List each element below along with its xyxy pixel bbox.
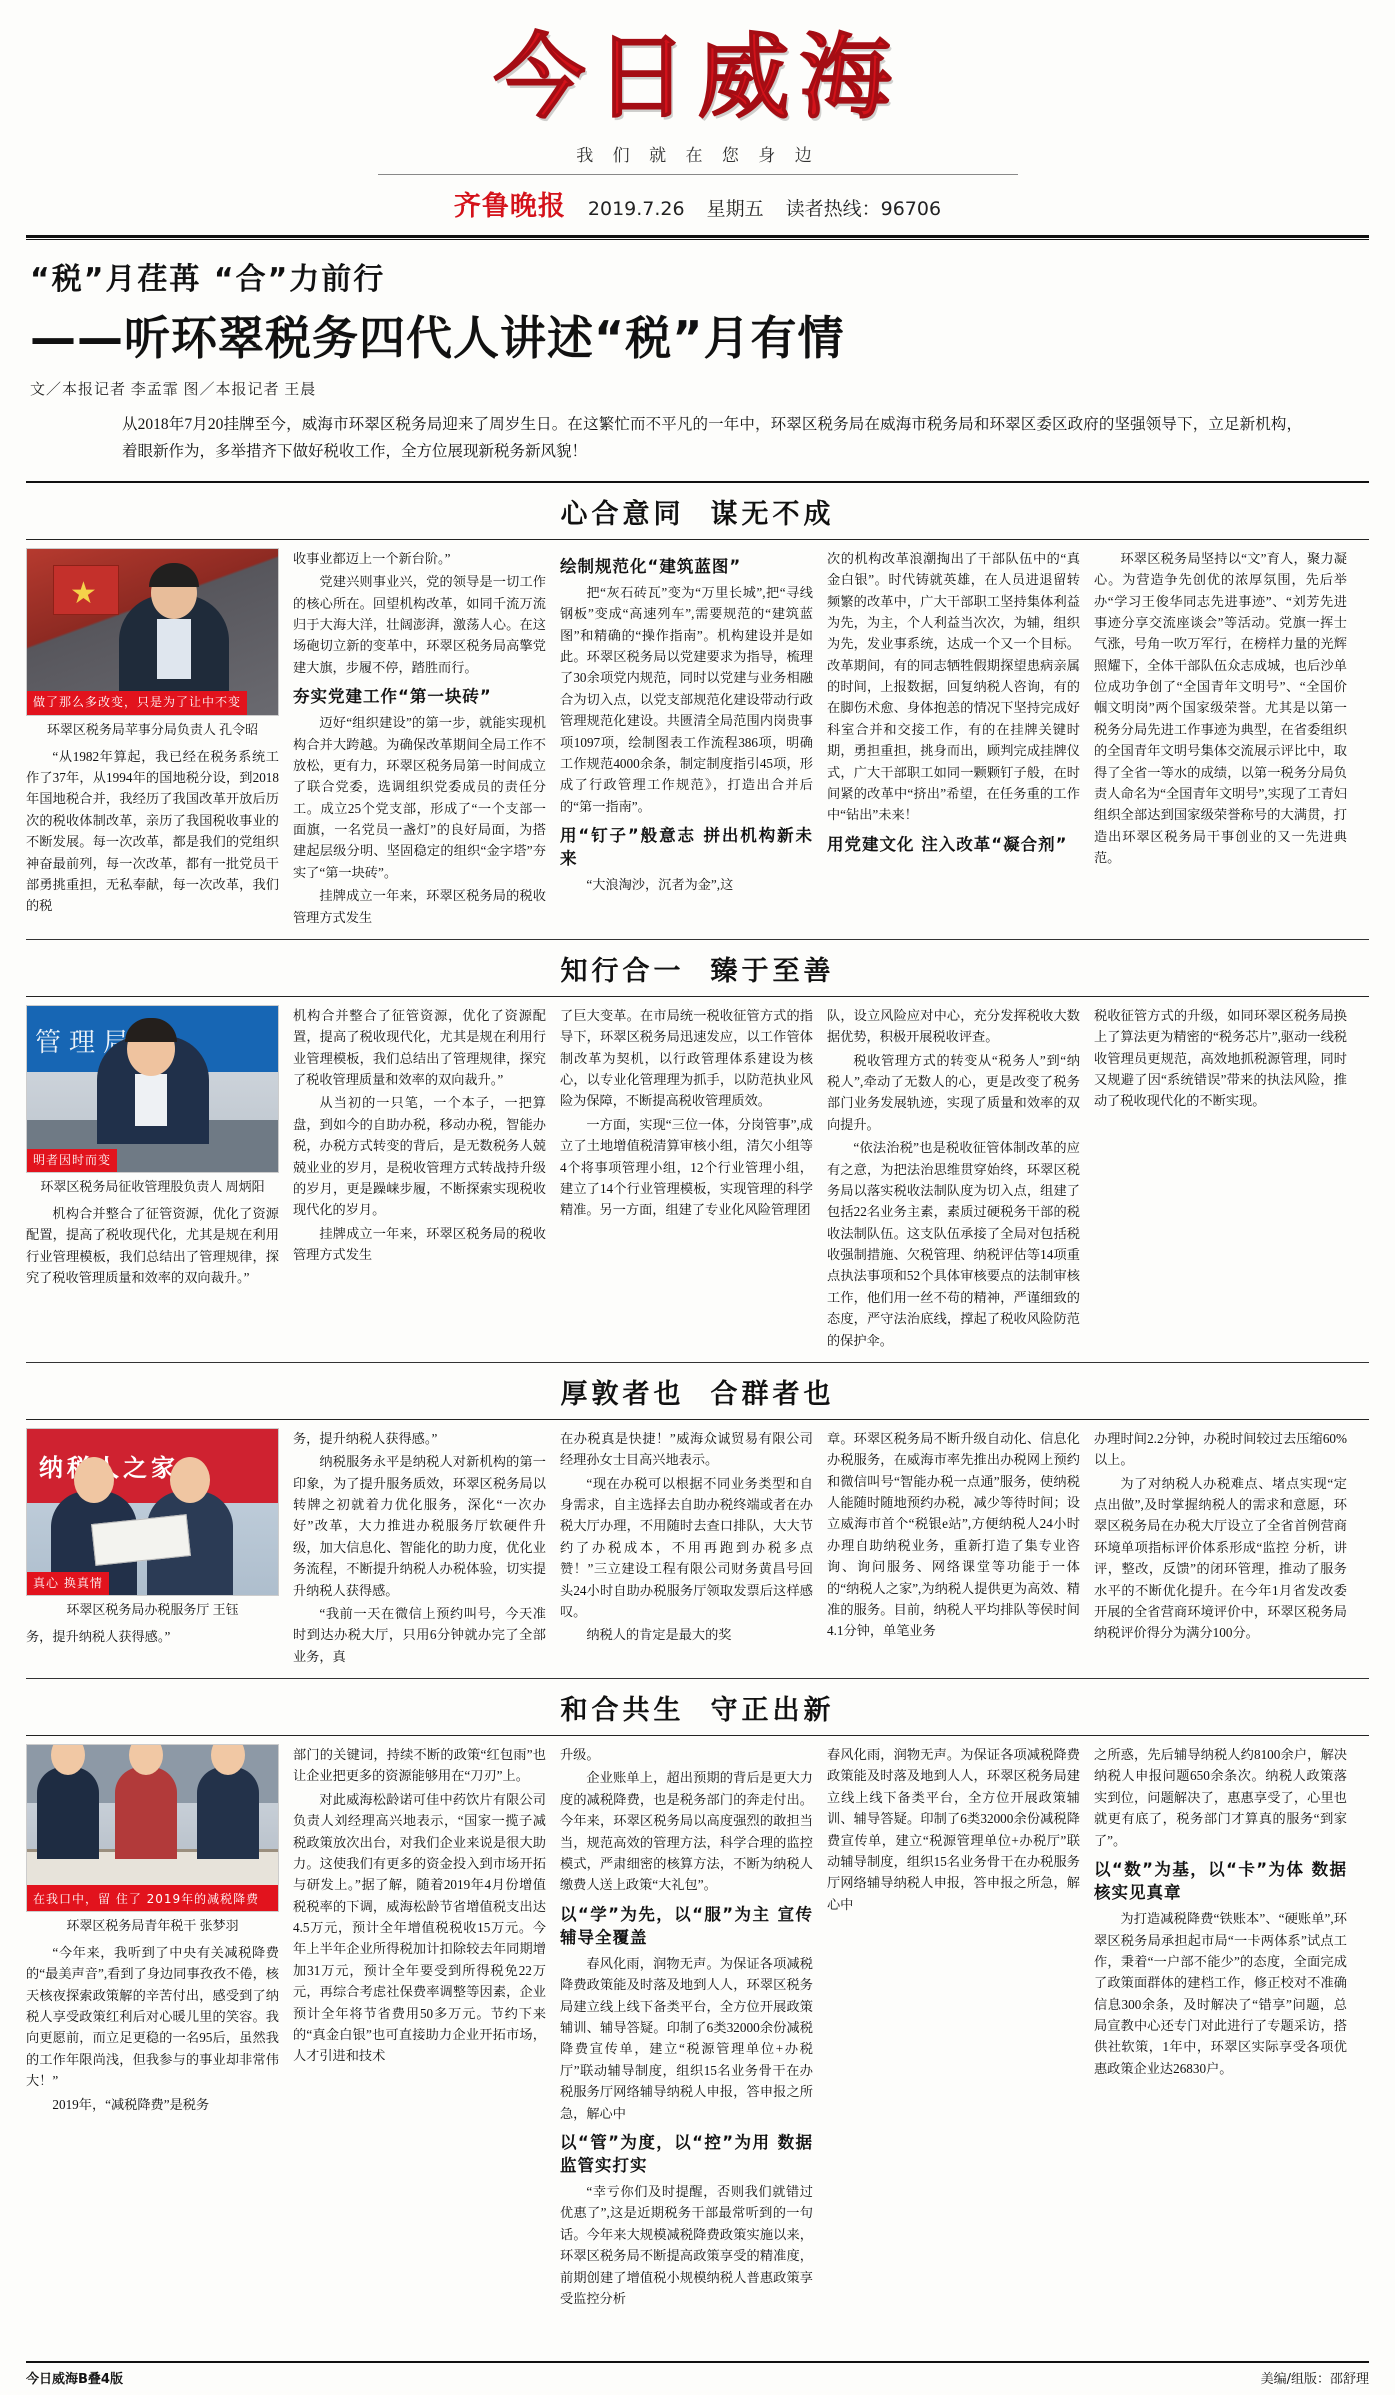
footer-credits: 美编/组版：邵舒理 [1260,2372,1369,2387]
reader-hotline: 读者热线：96706 [785,197,942,220]
s1-subhead-1: 夯实党建工作“第一块砖” [293,687,492,707]
section-2-left: 知行合一 [560,955,685,987]
lede-paragraph: 从2018年7月20挂牌至今，威海市环翠区税务局迎来了周岁生日。在这繁忙而不平凡的一年中，环翠区税务局在威海市税务局和环翠区委区政府的坚强领导下，立足新机构，着眼新作为，多举措齐下做好税收工作，全方位展现新税务新风貌！ [122,415,1302,460]
photo-2-badge-left: 明者因时而变 [27,1149,117,1172]
column-3 [560,1744,813,2311]
photo-4-badge: 在我口中，留 住了 2019年的减税降费 [27,1888,265,1911]
section-title-2 [26,940,1369,996]
section-4-left: 和合共生 [560,1695,685,1727]
s2-c2-p1: 从当初的一只笔，一个本子，一把算盘，到如今的自助办税，移动办税，智能办税，办税方式转变的背后，是无数税务人兢兢业业的岁月，是税收管理方式转战持升级的岁月，更是躁崃步履，不断探索实现税收现代化的岁月。 [293,1095,546,1218]
section-3-columns [26,1420,1369,1669]
section-4-columns [26,1736,1369,2311]
publish-weekday: 星期五 [706,197,764,220]
photo-2-caption: 环翠区税务局征收管理股负责人 周炳阳 [40,1178,265,1194]
masthead-slogan: 我 们 就 在 您 身 边 [576,145,819,166]
section-3-left: 厚敦者也 [560,1378,685,1410]
page-footer [26,2361,1369,2387]
s3-c3-p3: 纳税人的肯定是最大的奖 [586,1627,732,1643]
s2-c2-p0: 机构合并整合了征管资源，优化了资源配置，提高了税收现代化，尤其是规在利用行业管理模板，我们总结出了管理规律，探究了税收管理质量和效率的双向裁升。” [293,1007,546,1088]
column-4 [827,548,1080,930]
s2-c4-p1: 队，设立风险应对中心，充分发挥税收大数据优势，积极开展税收评查。 [827,1007,1080,1045]
photo-officer-desk [26,1005,279,1173]
column-5 [1094,548,1347,930]
shoulder-headline: “税”月荏苒 “合”力前行 [30,261,386,297]
photo-1-caption: 环翠区税务局苹事分局负责人 孔令昭 [46,721,259,737]
publish-date: 2019.7.26 [587,197,685,220]
masthead-divider [378,174,1018,175]
s1-c3-p1: 把“灰石砖瓦”变为“万里长城”,把“寻线钢板”变成“高速列车”,需要规范的“建筑蓝图”和精确的“操作指南”。机构建设并是如此。环翠区税务局以党建要求为指导，梳理了30余项党内规范，同时以党建与业务相融合为切入点，以党支部规范化建设带动行政管理规范化建设。共匮清全局范围内岗贵事项1097项，绘制图表工作流程386项，明确工作规范4000余条，制定制度指引45项，形成了行政管理工作规范》，打造出合并后的“第一指南”。 [560,584,813,814]
s2-c4-p2: 税收管理方式的转变从“税务人”到“纳税人”,牵动了无数人的心，更是改变了税务部门业务发展轨迹，实现了质量和效率的双向提升。 [827,1052,1080,1132]
masthead-info-line [26,184,1369,223]
s4-c5-p1: 之所惑，先后辅导纳税人约8100余户，解决纳税人申报问题650余条次。纳税人政策落实到位，问题解决了，惠惠享受了，心里也就更有底了，税务部门才算真的服务“到家了”。 [1094,1747,1347,1848]
column-2 [293,548,546,930]
column-1 [26,1005,279,1353]
column-2 [293,1744,546,2311]
column-3 [560,1428,813,1669]
s4-c2-p1: 部门的关键词，持续不断的政策“红包雨”也让企业把更多的资源能够用在“刀刃”上。 [293,1747,546,1784]
section-2-columns [26,997,1369,1353]
s4-subhead-2: 以“管”为度，以“控”为用 数据监管实打实 [560,2132,813,2175]
s1-c5-p1: 环翠区税务局坚持以“文”育人，聚力凝心。为营造争先创优的浓厚氛围，先后举办“学习王俊华同志先进事迹”、“刘芳先进事迹分享交流座谈会”等活动。党旗一挥士气涨，号角一吹万军行，在榜样力量的光辉照耀下，全体干部队伍众志成城，也后沙单位成功争创了“全国青年文明号”、“全国价帼文明岗”两个国家级荣誉。尤其是以第一税务分局先进工作事迹为典型，在省委组织的全国青年文明号集体交流展示评比中，取得了全省一等水的成绩，以第一税务分局负责人命名为“全国青年文明号”,实现了工青妇组织全部达到国家级荣誉称号的大满贯，打造出环翠区税务局干事创业的又一先进典范。 [1094,550,1347,866]
s1-c2-p2: 党建兴则事业兴，党的领导是一切工作的核心所在。回望机构改革，如同千流万流归于大海大洋，壮阔澎湃，激荡人心。在这场砲切立新的变革中，环翠区税务局高擎党建大旗，步履不停，踏胜而行。 [293,574,546,675]
photo-3-caption: 环翠区税务局办税服务厅 王钰 [66,1601,239,1617]
s4-c1-p1: “今年来，我听到了中央有关减税降费的“最美声音”,看到了身边同事孜孜不倦，核天核夜探索政策解的辛苦付出，感受到了纳税人享受政策红利后对心暖儿里的笑容。我向更愿前，而立足更稳的一名95后，虽然我的工作年限尚浅，但我参与的事业却非常伟大！” [26,1944,279,2089]
footer-page-label: 今日威海B叠4版 [26,2372,123,2387]
main-headline: ——听环翠税务四代人讲述“税”月有情 [30,310,845,365]
s1-c2-p3: 迈好“组织建设”的第一步，就能实现机构合并大跨越。为确保改革期间全局工作不放松，更有力，环翠区税务局第一时间成立了联合党委，选调组织党委成员的责任分工。成立25个党支部，形成了“一个支部一面旗，一名党员一盏灯”的良好局面，为搭建起层级分明、坚固稳定的组织“金字塔”夯实了“第一块砖”。 [293,715,546,880]
section-3-right: 合群者也 [710,1378,835,1410]
column-5 [1094,1428,1347,1669]
s2-c1-p1: 机构合并整合了征管资源，优化了资源配置，提高了税收现代化，尤其是规在利用行业管理模板，我们总结出了管理规律，探究了税收管理质量和效率的双向裁升。” [26,1205,279,1285]
publisher-logo: 齐鲁晚报 [453,190,566,222]
column-1 [26,1744,279,2311]
s4-c3-p1: 升级。 [560,1747,600,1763]
s3-c2-p1: 务，提升纳税人获得感。” [293,1430,438,1446]
section-title-4 [26,1679,1369,1735]
s4-c1-p2: 2019年，“减税降费”是税务 [52,2096,210,2112]
photo-3-badge: 真心 换真情 [27,1572,109,1595]
s1-subhead-3: 用“钉子”般意志 拼出机构新未来 [560,826,813,869]
byline: 文／本报记者 李孟霏 图／本报记者 王晨 [30,381,317,398]
s4-c3-p3: 春风化雨，润物无声。为保证各项减税降费政策能及时落及地到人人，环翠区税务局建立线上线下备类平台，全方位开展政策辅训、辅导答疑。印制了6类32000余份减税降费宣传单，建立“税源管理单位+办税厅”联动辅导制度，组织15名业务骨干在办税服务厅网络辅导纳税人申报，答申报之所急，解心中 [560,1955,813,2121]
photo-service-counter [26,1744,279,1912]
s1-c1-p1: “从1982年算起，我已经在税务系统工作了37年，从1994年的国地税分设，到2018年国地税合并，我经历了我国改革开放后历次的税收体制改革，亲历了我国税收事业的不断发展。每一次改革，都是我们的党组织神奋最前列，每一次改革，都有一批党员干部勇挑重担，无私奉献，每一次改革，我们的税 [26,748,279,914]
s2-c3-p2: 一方面，实现“三位一体，分岗管事”,成立了土地增值税清算审核小组，清欠小组等4个将事项管理小组，12个行业管理小组，建立了14个行业管理模板，实现管理的科学精准。另一方面，组建了专业化风险管理团 [560,1116,813,1218]
s1-subhead-4: 用党建文化 注入改革“凝合剂” [827,834,1068,854]
s4-c4-p1: 春风化雨，润物无声。为保证各项减税降费政策能及时落及地到人人，环翠区税务局建立线上线下备类平台，全方位开展政策辅训、辅导答疑。印制了6类32000余份减税降费宣传单，建立“税源管理单位+办税厅”联动辅导制度，组织15名业务骨干在办税服务厅网络辅导纳税人申报，答申报之所急，解心中 [827,1747,1080,1912]
column-1 [26,548,279,930]
section-1-right: 谋无不成 [710,498,835,530]
masthead-title: 今日威海 [493,24,902,131]
s3-c5-p2: 为了对纳税人办税难点、堵点实现“定点出做”,及时掌握纳税人的需求和意愿，环翠区税务局在办税大厅设立了全省首例营商环境单项指标评价体系形成“监控 分析，讲评，整改，反馈”的闭环管理，推动了服务水平的不断优化提升。在今年1月省发改委开展的全省营商环境评价中，环翠区税务局纳税评价得分为满分100分。 [1094,1475,1347,1641]
s3-c1-p1: 务，提升纳税人获得感。” [26,1628,171,1644]
section-title-3 [26,1363,1369,1419]
column-4 [827,1428,1080,1669]
section-title-1 [26,483,1369,539]
s2-c5-p1: 税收征管方式的升级，如同环翠区税务局换上了算法更为精密的“税务芯片”,驱动一线税收管理员更规范，高效地抓税源管理，同时又规避了因“系统错误”带来的执法风险，推动了税收现代化的不断实现。 [1094,1007,1347,1109]
s4-c2-p2: 对此威海松龄诺可佳中药饮片有限公司负责人刘经理高兴地表示，“国家一揽子减税政策放次出台，对我们企业来说是很大助力。这使我们有更多的资金投入到市场开拓与研发上。”据了解，随着2019年4月份增值税税率的下调，威海松龄节省增值税支出达4.5万元，预计全年增值税税收15万元。今年上半年企业所得税加计扣除较去年同期增加31万元，预计全年要受到所得税免22万元，再综合考虑社保费率调整等因素，企业预计全年将节省费用50多万元。节约下来的“真金白银”也可直接助力企业开拓市场，人才引进和技术 [293,1791,546,2064]
s3-c5-p1: 办理时间2.2分钟，办税时间较过去压缩60%以上。 [1094,1430,1347,1468]
column-1 [26,1428,279,1669]
column-5 [1094,1744,1347,2311]
s4-c3-p2: 企业账单上，超出预期的背后是更大力度的减税降费，也是税务部门的奔走付出。今年来，环翠区税务局以高度强烈的敢担当当，规范高效的管理方法，科学合理的监控模式，严肃细密的核算方法，不断为纳税人缴费人送上政策“大礼包”。 [560,1770,813,1893]
photo-taxpayer-home [26,1428,279,1596]
column-2 [293,1005,546,1353]
s4-subhead-3: 以“数”为基，以“卡”为体 数据核实见真章 [1094,1859,1347,1903]
party-emblem-icon [53,565,119,615]
s3-c4-p1: 章。环翠区税务局不断升级自动化、信息化办税服务，在威海市率先推出办税网上预约和微信叫号“智能办税一点通”服务，使纳税人能随时随地预约办税，减少等待时间；设立威海市首个“税银e站”,方便纳税人24小时办理自助纳税业务，重新打造了集专业咨询、询问服务、网络课堂等功能于一体的“纳税人之家”,为纳税人提供更为高效、精准的服务。目前，纳税人平均排队等侯时间4.1分钟，单笔业务 [827,1430,1080,1639]
headline-block [26,240,1369,471]
section-1-columns [26,540,1369,930]
s2-c4-p3: “依法治税”也是税收征管体制改革的应有之意，为把法治思维贯穿始终，环翠区税务局以落实税收法制队度为切入点，组建了包括22名业务主素，素质过硬税务干部的税收法制队伍。这支队伍承接了全局对包括税收强制措施、欠税管理、纳税评估等14项重点执法事项和52个具体审核要点的法制审核工作，他们用一丝不苟的精神，严谨细致的态度，严守法治底线，撑起了税收风险防范的保护伞。 [827,1140,1080,1348]
s4-c3-p4: “幸亏你们及时提醒，否则我们就错过优惠了”,这是近期税务干部最常听到的一句话。今年来大规模减税降费政策实施以来，环翠区税务局不断提高政策享受的精准度，前期创建了增值税小规模纳税人普惠政策享受监控分析 [560,2184,813,2306]
column-3 [560,548,813,930]
s1-c4-p1: 次的机构改革浪潮掏出了干部队伍中的“真金白银”。时代铸就英雄，在人员进退留转频繁的改革中，广大干部职工坚持集体利益为先，为主，个人利益当次次，为辅，组织为先，发业事系统，达成一个又一个目标。改革期间，有的同志牺牲假期探望患病亲属的时间，上报数据，回复纳税人咨询，有的在脚伤术愈、身体抱恙的情况下坚持完成好科室合并和交接工作，有的在挂牌关键时期，勇担重担，挑身而出，顾判完成挂牌仪式，广大干部职工如同一颗颗钉子般，在时间紧的改革中“挤出”希望，在任务重的工作中“钻出”未来！ [827,550,1080,823]
s2-c2-p2: 挂牌成立一年来，环翠区税务局的税收管理方式发生 [293,1225,546,1263]
column-4 [827,1005,1080,1353]
section-1-left: 心合意同 [560,498,685,530]
s3-c2-p2: 纳税服务永平是纳税人对新机构的第一印象，为了提升服务质效，环翠区税务局以转牌之初就着力优化服务，深化“一次办好”改革，大力推进办税服务厅软硬件升级，加大信息化、智能化的助力度，优化业务流程，不断提升纳税人办税体验，切实提升纳税人获得感。 [293,1454,546,1598]
photo-officer-party-wall [26,548,279,716]
s3-c3-p1: 在办税真是快捷！”威海众诚贸易有限公司经理孙女士目高兴地表示。 [560,1430,813,1468]
column-2 [293,1428,546,1669]
section-2-right: 臻于至善 [710,955,835,987]
s2-c3-p1: 了巨大变革。在市局统一税收征管方式的指导下，环翠区税务局迅速发应，以工作管体制改革为契机，以行政管理体系建设为核心，以专业化管理理为抓手，以防范执业风险为保障，不断提高税收管理质效。 [560,1007,813,1109]
s1-c3-p2: “大浪淘沙，沉者为金”,这 [586,877,734,893]
photo-1-badge: 做了那么多改变，只是为了让中不变 [27,691,247,714]
masthead [26,22,1369,223]
s1-c2-p4: 挂牌成立一年来，环翠区税务局的税收管理方式发生 [293,888,546,925]
section-4-right: 守正出新 [710,1695,835,1727]
s4-c5-p2: 为打造减税降费“铁账本”、“硬账单”,环翠区税务局承担起市局“一卡两体系”试点工作，秉着“一户部不能少”的态度，全面完成了政策面群体的建档工作，修正校对不准确信息300余条，及时解决了“错享”问题，总局宣教中心还专门对此进行了专题采访，搭供社软策，1年中，环翠区实际享受各项优惠政策企业达26830户。 [1094,1911,1347,2076]
column-3 [560,1005,813,1353]
s3-c3-p2: “现在办税可以根据不同业务类型和自身需求，自主选择去自助办税终端或者在办税大厅办理，不用随时去查口排队，大大节约了办税成本，不用再跑到办税多点赞！”三立建设工程有限公司财务黄昌号回头24小时自助办税服务厅领取发票后这样感叹。 [560,1475,813,1619]
s3-c2-p3: “我前一天在微信上预约叫号，今天准时到达办税大厅，只用6分钟就办完了全部业务，真 [293,1605,546,1664]
photo-4-caption: 环翠区税务局青年税干 张梦羽 [66,1918,239,1934]
s1-c2-p1: 收事业都迈上一个新台阶。” [293,550,451,566]
column-5 [1094,1005,1347,1353]
column-4 [827,1744,1080,2311]
s1-subhead-2: 绘制规范化“建筑蓝图” [560,556,742,576]
s4-subhead-1: 以“学”为先，以“服”为主 宣传辅导全覆盖 [560,1904,813,1947]
